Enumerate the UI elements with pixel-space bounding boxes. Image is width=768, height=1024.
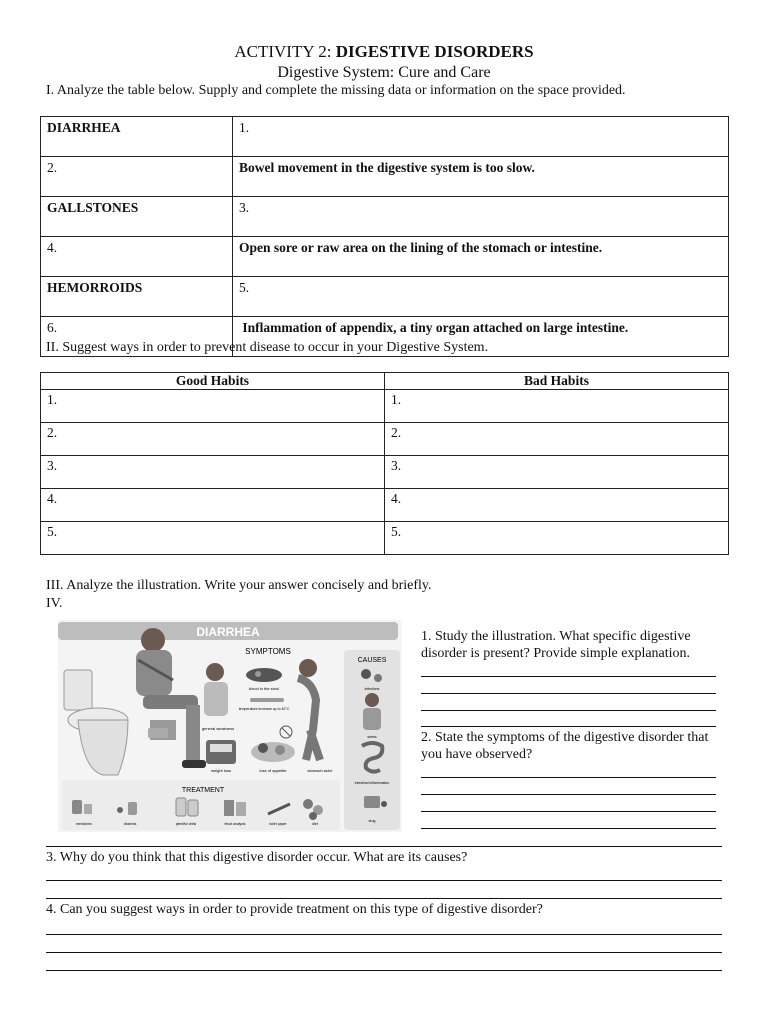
symptom-caption: weight loss bbox=[211, 768, 231, 773]
table-cell: Bowel movement in the digestive system is too slow. bbox=[233, 157, 729, 197]
title-prefix: ACTIVITY 2: bbox=[234, 42, 336, 61]
answer-line[interactable] bbox=[46, 952, 722, 953]
bad-habit-cell[interactable]: 5. bbox=[385, 522, 729, 555]
part2-instruction: II. Suggest ways in order to prevent disease to occur in your Digestive System. bbox=[46, 340, 489, 355]
answer-line[interactable] bbox=[421, 794, 716, 795]
symptom-caption: temperature increase up to 40°C bbox=[238, 707, 290, 711]
question-4: 4. Can you suggest ways in order to provide treatment on this type of digestive disorder? bbox=[46, 902, 543, 917]
stressed-person-icon bbox=[363, 693, 381, 730]
symptom-caption: stomach ache bbox=[307, 768, 333, 773]
answer-cell[interactable]: 4. bbox=[41, 237, 233, 277]
good-habit-cell[interactable]: 4. bbox=[41, 489, 385, 522]
bad-habit-cell[interactable]: 3. bbox=[385, 456, 729, 489]
symptom-caption: general weakness bbox=[201, 726, 235, 731]
page-title bbox=[0, 42, 768, 62]
answer-line[interactable] bbox=[421, 777, 716, 778]
good-habit-cell[interactable]: 2. bbox=[41, 423, 385, 456]
table-cell: Open sore or raw area on the lining of the stomach or intestine. bbox=[233, 237, 729, 277]
page-subtitle: Digestive System: Cure and Care bbox=[277, 64, 491, 81]
table-cell: HEMORROIDS bbox=[41, 277, 233, 317]
answer-cell[interactable]: 1. bbox=[233, 117, 729, 157]
thermometer-icon bbox=[250, 698, 284, 702]
table-row bbox=[41, 157, 729, 197]
answer-line[interactable] bbox=[46, 970, 722, 971]
answer-cell[interactable]: 6. bbox=[41, 317, 233, 357]
bad-habit-cell[interactable]: 1. bbox=[385, 390, 729, 423]
table-row bbox=[41, 522, 729, 555]
part3-instruction: III. Analyze the illustration. Write your answer concisely and briefly. bbox=[46, 578, 432, 593]
treatment-caption: toilet paper bbox=[269, 822, 287, 826]
answer-line[interactable] bbox=[46, 880, 722, 881]
good-habit-cell[interactable]: 3. bbox=[41, 456, 385, 489]
part4-label: IV. bbox=[46, 596, 63, 611]
part1-instruction: I. Analyze the table below. Supply and complete the missing data or information on the space provided. bbox=[46, 83, 626, 98]
table-row bbox=[41, 390, 729, 423]
cause-caption: infections bbox=[364, 687, 380, 691]
good-habit-cell[interactable]: 5. bbox=[41, 522, 385, 555]
table-row bbox=[41, 423, 729, 456]
cause-caption: stress bbox=[367, 735, 377, 739]
table-row bbox=[41, 197, 729, 237]
question-3: 3. Why do you think that this digestive disorder occur. What are its causes? bbox=[46, 850, 468, 865]
answer-line[interactable] bbox=[421, 811, 716, 812]
bad-habit-cell[interactable]: 2. bbox=[385, 423, 729, 456]
table-row bbox=[41, 277, 729, 317]
table-header-row bbox=[41, 373, 729, 390]
table-row bbox=[41, 237, 729, 277]
answer-line[interactable] bbox=[421, 676, 716, 677]
answer-cell[interactable]: 3. bbox=[233, 197, 729, 237]
habits-table bbox=[40, 372, 729, 555]
table-cell: Inflammation of appendix, a tiny organ attached on large intestine. bbox=[233, 317, 729, 357]
treatment-caption: plentiful drink bbox=[175, 822, 197, 826]
illustration-graphic bbox=[58, 620, 402, 832]
diarrhea-illustration bbox=[58, 620, 402, 832]
blood-stool-icon bbox=[246, 668, 282, 682]
answer-cell[interactable]: 5. bbox=[233, 277, 729, 317]
treatment-caption: diet bbox=[312, 822, 318, 826]
banner-title: DIARRHEA bbox=[196, 625, 260, 639]
table-row bbox=[41, 489, 729, 522]
disorders-table bbox=[40, 116, 729, 357]
symptoms-label: SYMPTOMS bbox=[245, 647, 291, 656]
table-cell: GALLSTONES bbox=[41, 197, 233, 237]
answer-line[interactable] bbox=[46, 846, 722, 847]
symptom-caption: blood in the stool bbox=[248, 686, 280, 691]
cause-caption: drug bbox=[368, 819, 376, 823]
bad-habit-cell[interactable]: 4. bbox=[385, 489, 729, 522]
symptom-caption: loss of appetite bbox=[259, 768, 287, 773]
scale-icon bbox=[206, 740, 236, 764]
table-cell: DIARRHEA bbox=[41, 117, 233, 157]
table-row bbox=[41, 117, 729, 157]
answer-line[interactable] bbox=[421, 726, 716, 727]
question-1: 1. Study the illustration. What specific digestive disorder is present? Provide simple explanation. bbox=[421, 629, 691, 661]
answer-line[interactable] bbox=[421, 710, 716, 711]
question-2: 2. State the symptoms of the digestive disorder that you have observed? bbox=[421, 730, 709, 762]
treatment-caption: vitamins bbox=[123, 822, 137, 826]
answer-line[interactable] bbox=[421, 693, 716, 694]
causes-label: CAUSES bbox=[357, 657, 387, 664]
good-habits-header: Good Habits bbox=[41, 373, 385, 390]
cause-caption: intestinal inflammation bbox=[354, 781, 390, 785]
bad-habits-header: Bad Habits bbox=[385, 373, 729, 390]
answer-line[interactable] bbox=[46, 934, 722, 935]
treatment-caption: medicines bbox=[76, 822, 92, 826]
answer-line[interactable] bbox=[46, 898, 722, 899]
title-bold: DIGESTIVE DISORDERS bbox=[335, 42, 534, 61]
good-habit-cell[interactable]: 1. bbox=[41, 390, 385, 423]
answer-line[interactable] bbox=[421, 828, 716, 829]
treatment-caption: fecal analysis bbox=[224, 822, 246, 826]
table-row bbox=[41, 456, 729, 489]
answer-cell[interactable]: 2. bbox=[41, 157, 233, 197]
treatment-label: TREATMENT bbox=[181, 787, 225, 794]
